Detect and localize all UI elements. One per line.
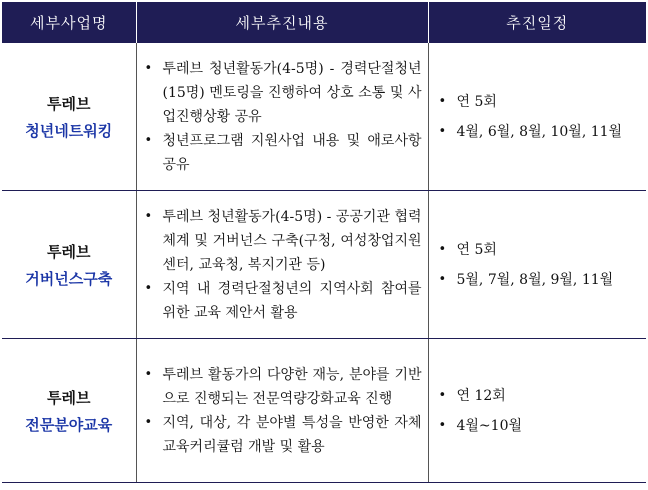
detail-item: • 투레브 활동가의 다양한 재능, 분야를 기반으로 진행되는 전문역량강화교육 진행 [137, 363, 428, 411]
schedule-item: • 연 12회 [431, 384, 647, 408]
project-name-prefix: 투레브 [47, 242, 91, 261]
detail-item: • 지역 내 경력단절청년의 지역사회 참여를 위한 교육 제안서 활용 [137, 277, 428, 325]
header-schedule: 추진일정 [428, 2, 646, 43]
schedule-cell [428, 191, 646, 339]
schedule-cell [428, 339, 646, 483]
schedule-item: • 연 5회 [431, 238, 647, 262]
project-name-title: 거버넌스구축 [25, 269, 113, 288]
table-row [2, 43, 646, 191]
table-row [2, 191, 646, 339]
detail-item: • 지역, 대상, 각 분야별 특성을 반영한 자체 교육커리큘럼 개발 및 활용 [137, 411, 428, 459]
header-details: 세부추진내용 [136, 2, 428, 43]
project-name-prefix: 투레브 [47, 388, 91, 407]
schedule-item: • 5월, 7월, 8월, 9월, 11월 [431, 268, 647, 292]
details-cell [136, 43, 428, 191]
detail-item: • 청년프로그램 지원사업 내용 및 애로사항 공유 [137, 129, 428, 177]
project-name-title: 청년네트워킹 [25, 121, 113, 140]
schedule-item: • 연 5회 [431, 90, 647, 114]
details-cell [136, 191, 428, 339]
details-cell [136, 339, 428, 483]
schedule-item: • 4월~10월 [431, 414, 647, 438]
project-name-cell [2, 43, 136, 191]
project-plan-table [2, 2, 646, 483]
schedule-item: • 4월, 6월, 8월, 10월, 11월 [431, 120, 647, 144]
detail-item: • 투레브 청년활동가(4-5명) - 경력단절청년(15명) 멘토링을 진행하여 상호 소통 및 사업진행상황 공유 [137, 57, 428, 129]
schedule-cell [428, 43, 646, 191]
table-row [2, 339, 646, 483]
table-header-row [2, 2, 646, 43]
project-name-title: 전문분야교육 [25, 415, 113, 434]
project-name-prefix: 투레브 [47, 94, 91, 113]
detail-item: • 투레브 청년활동가(4-5명) - 공공기관 협력체계 및 거버넌스 구축(구청, 여성창업지원센터, 교육청, 복지기관 등) [137, 205, 428, 277]
project-name-cell [2, 339, 136, 483]
project-name-cell [2, 191, 136, 339]
header-project-name: 세부사업명 [2, 2, 136, 43]
